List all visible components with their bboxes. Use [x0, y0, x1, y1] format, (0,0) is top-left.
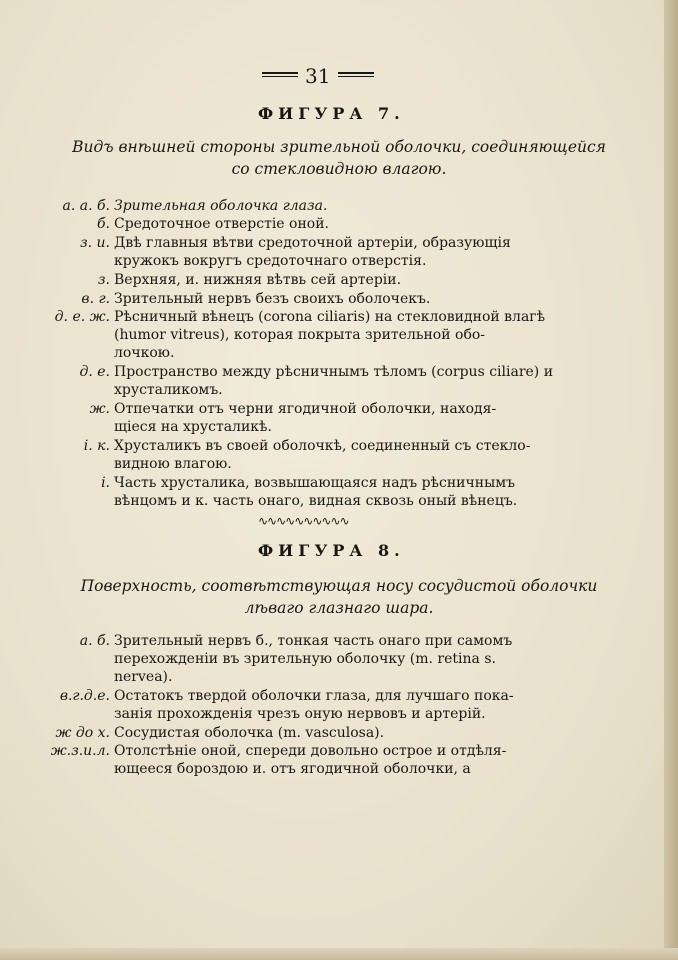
legend-text: хрусталикомъ. [114, 382, 223, 398]
legend-text: лочкою. [114, 345, 175, 361]
legend-text: Отпечатки отъ черни ягодичной оболочки, находя- [114, 401, 497, 417]
legend-label: і. к. [83, 438, 110, 454]
figure-8-caption-line-2 [0, 599, 678, 617]
legend-text: Двѣ главныя вѣтви средоточной артеріи, образующія [114, 235, 511, 251]
legend-label: ж. [89, 401, 110, 417]
legend-label: ж.з.и.л. [50, 743, 110, 759]
legend-text: Пространство между рѣсничнымъ тѣломъ (corpus ciliare) и [114, 364, 554, 380]
legend-text: видною влагою. [114, 456, 232, 472]
legend-label: з. и. [79, 235, 110, 251]
legend-text: Хрусталикъ въ своей оболочкѣ, соединенный съ стекло- [114, 438, 531, 454]
legend-text: ющееся бороздою и. отъ ягодичной оболочки, а [114, 761, 471, 777]
legend-label: д. е. ж. [54, 309, 110, 325]
legend-text: Зрительный нервъ безъ своихъ оболочекъ. [114, 291, 431, 307]
legend-text: (humor vitreus), которая покрыта зрительной обо- [114, 327, 486, 343]
legend-label: з. [97, 272, 110, 288]
legend-label: ж до х. [55, 725, 110, 741]
legend-text: Рѣсничный вѣнецъ (corona ciliaris) на стекловидной влагѣ [114, 309, 546, 325]
legend-text: Средоточное отверстіе оной. [114, 216, 330, 232]
legend-text: вѣнцомъ и к. часть онаго, видная сквозь оный вѣнецъ. [114, 493, 518, 509]
caption-text: Поверхность, соотвѣтствующая носу сосудистой оболочки [80, 577, 598, 595]
legend-text: nervea). [114, 669, 173, 685]
legend-label: a. a. б. [62, 198, 110, 214]
caption-text: со стекловидною влагою. [231, 160, 447, 178]
figure-8-title: ФИГУРА 8. [258, 541, 405, 560]
header-rule-right [338, 72, 374, 74]
legend-label: д. е. [79, 364, 110, 380]
legend-label: в. г. [81, 291, 110, 307]
caption-text: лѣваго глазнаго шара. [244, 599, 434, 617]
legend-text: Верхняя, и. нижняя вѣтвь сей артеріи. [114, 272, 402, 288]
header-rule-right-thin [338, 76, 374, 77]
legend-text: Остатокъ твердой оболочки глаза, для лучшаго пока- [114, 688, 514, 704]
legend-text: Отолстѣніе оной, спереди довольно острое и отдѣля- [114, 743, 507, 759]
legend-text: Зрительный нервъ б., тонкая часть онаго при самомъ [114, 633, 513, 649]
legend-label: б. [97, 216, 110, 232]
legend-label: і. [101, 475, 110, 491]
legend-text: перехожденіи въ зрительную оболочку (m. retina s. [114, 651, 496, 667]
page-number: 31 [305, 64, 331, 88]
legend-label: в.г.д.е. [59, 688, 110, 704]
page-edge-shadow [664, 0, 678, 960]
legend-text: кружокъ вокругъ средоточнаго отверстія. [114, 253, 427, 269]
legend-text: щіеся на хрусталикѣ. [114, 419, 272, 435]
caption-text: Видъ внѣшней стороны зрительной оболочки, соединяющейся [72, 138, 606, 156]
legend-text: занія прохожденія чрезъ оную нервовъ и артерій. [114, 706, 486, 722]
legend-label: а. б. [79, 633, 110, 649]
header-rule-left-thin [262, 76, 298, 77]
header-rule-left [262, 72, 298, 74]
ornament-divider: ∿∿∿∿∿∿∿∿∿∿ [258, 514, 349, 528]
figure-7-title: ФИГУРА 7. [258, 104, 405, 123]
page-bottom-shadow [0, 948, 678, 960]
figure-7-caption-line-1 [0, 138, 678, 156]
figure-7-caption-line-2 [0, 160, 678, 178]
legend-text: Зрительная оболочка глаза. [114, 198, 328, 214]
legend-text: Часть хрусталика, возвышающаяся надъ рѣсничнымъ [114, 475, 516, 491]
legend-text: Сосудистая оболочка (m. vasculosa). [114, 725, 385, 741]
figure-8-caption-line-1 [0, 577, 678, 595]
